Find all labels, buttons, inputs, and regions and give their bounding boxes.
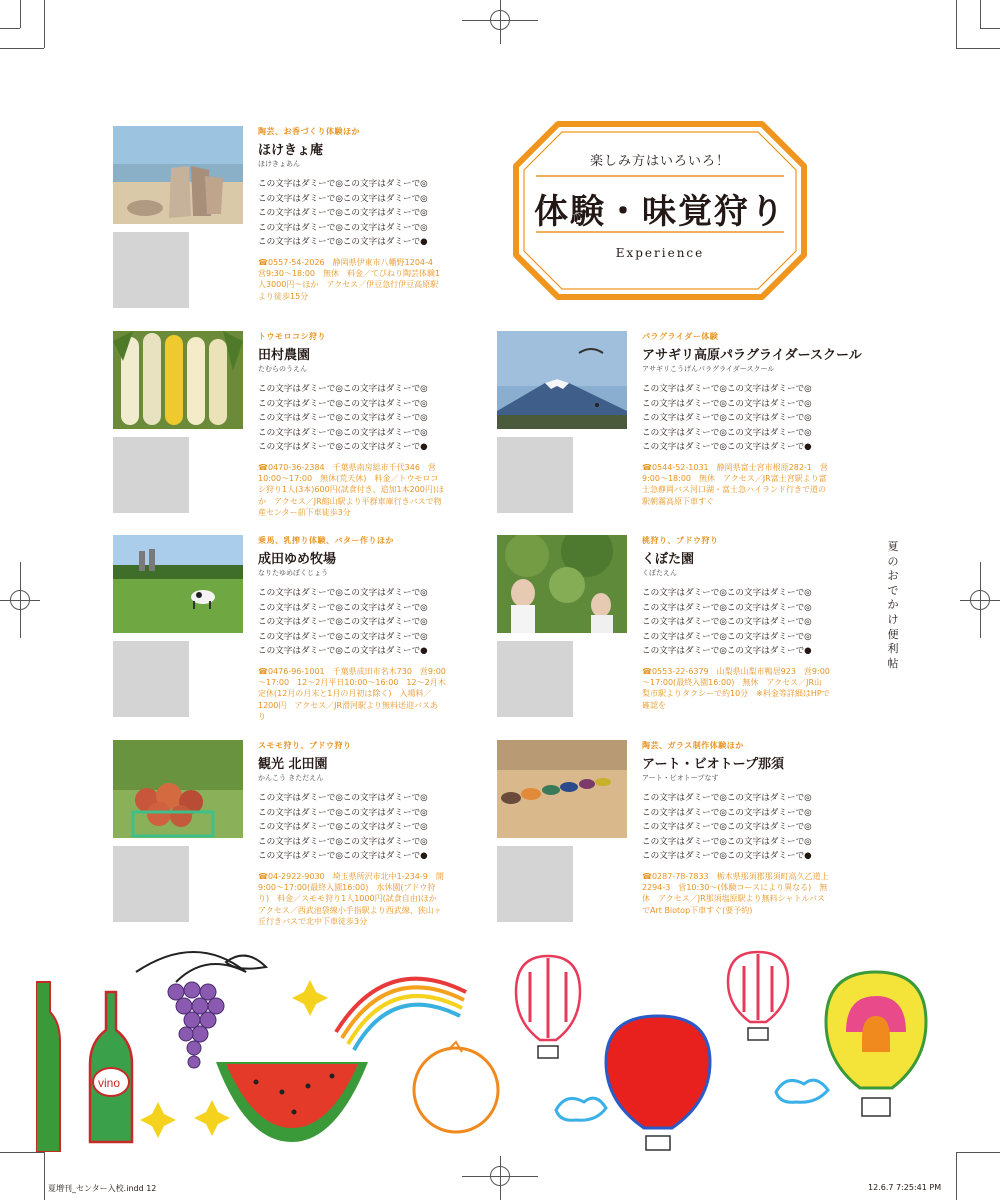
photo-farm (113, 535, 243, 633)
image-placeholder (113, 846, 189, 922)
photo-pottery (113, 126, 243, 224)
entry-name: くぼた園 (642, 552, 695, 567)
rainbow-icon (336, 979, 466, 1050)
body-line: この文字はダミーで◎この文字はダミーで◎ (642, 427, 812, 438)
body-line: この文字はダミーで◎この文字はダミーで● (258, 442, 428, 453)
footer-filename: 夏増刊_センター入校.indd 12 (48, 1184, 157, 1193)
entry-kana: アサギリこうげんパラグライダースクール (642, 365, 775, 373)
body-line: この文字はダミーで◎この文字はダミーで◎ (642, 807, 812, 818)
body-line: この文字はダミーで◎この文字はダミーで◎ (258, 602, 428, 613)
entry-kitada-en (113, 740, 453, 930)
photo-corn (113, 331, 243, 429)
body-line: この文字はダミーで◎この文字はダミーで● (642, 851, 812, 862)
body-line: この文字はダミーで◎この文字はダミーで◎ (642, 836, 812, 847)
svg-text:vino: vino (98, 1076, 121, 1090)
grapes-icon (136, 952, 266, 1068)
badge-subtitle: Experience (615, 246, 705, 260)
entry-kana: なりたゆめぼくじょう (258, 569, 328, 577)
body-line: この文字はダミーで◎この文字はダミーで◎ (258, 384, 428, 394)
entry-category: トウモロコシ狩り (258, 332, 326, 341)
entry-narita-yume-farm (113, 535, 453, 725)
image-placeholder (113, 437, 189, 513)
body-line: この文字はダミーで◎この文字はダミーで◎ (258, 617, 428, 628)
entry-art-biotop-nasu (497, 740, 837, 930)
badge-tagline: 楽しみ方はいろいろ！ (589, 154, 730, 169)
body-line: この文字はダミーで◎この文字はダミーで◎ (258, 588, 428, 598)
orange-icon (414, 1042, 498, 1132)
entry-info: ☎0557-54-2026 静岡県伊東市八幡野1204-4 営9:30～18:00 無休 料金／てびねり陶芸体験1人3000円～ほか アクセス／伊豆急行伊豆高原駅より徒歩15分 (258, 257, 441, 301)
body-line: この文字はダミーで◎この文字はダミーで● (642, 646, 812, 657)
entry-name: ほけきょ庵 (258, 143, 324, 158)
hot-air-balloon-icon (728, 952, 788, 1040)
body-line: この文字はダミーで◎この文字はダミーで● (258, 646, 428, 657)
entry-name: アサギリ高原パラグライダースクール (642, 348, 862, 363)
body-line: この文字はダミーで◎この文字はダミーで◎ (258, 413, 428, 424)
image-placeholder (497, 846, 573, 922)
body-line: この文字はダミーで◎この文字はダミーで◎ (258, 427, 428, 438)
entry-info: ☎0544-52-1031 静岡県富士宮市根原282-1 営9:00～18:00 無休 アクセス／JR富士宮駅より富士急静岡バス河口湖・富士急ハイランド行きで道の駅朝霧高原下車すぐ (642, 462, 828, 506)
entry-asagiri-paraglider (497, 331, 862, 521)
entry-hokekyoan (113, 126, 453, 316)
entry-info: ☎04-2922-9030 埼玉県所沢市北中1-234-9 開9:00～17:00(最終入園16:00) 水休園(ブドウ狩り) 料金／スモモ狩り1人1000円(試食自由)ほか アクセス／西武池袋線小手指駅より西武線、狭山ヶ丘行きバスで北中下車徒歩3分 (258, 871, 445, 926)
entry-name: アート・ビオトープ那須 (642, 757, 784, 772)
body-line: この文字はダミーで◎この文字はダミーで● (258, 851, 428, 862)
footer-timestamp: 12.6.7 7:25:41 PM (868, 1183, 942, 1192)
entry-category: パラグライダー体験 (642, 332, 719, 341)
wine-bottle-icon (36, 982, 132, 1152)
side-running-title: 夏のおでかけ便利帖 (887, 540, 899, 670)
body-line: この文字はダミーで◎この文字はダミーで◎ (258, 398, 428, 409)
body-line: この文字はダミーで◎この文字はダミーで● (258, 237, 428, 248)
entry-category: 桃狩り、ブドウ狩り (642, 536, 719, 545)
entry-category: 乗馬、乳搾り体験、バター作りほか (258, 536, 394, 545)
body-line: この文字はダミーで◎この文字はダミーで◎ (642, 602, 812, 613)
body-line: この文字はダミーで◎この文字はダミーで◎ (642, 413, 812, 424)
image-placeholder (497, 641, 573, 717)
entry-category: スモモ狩り、ブドウ狩り (258, 741, 352, 750)
entry-kubota-en (497, 535, 837, 725)
hot-air-balloon-icon (826, 972, 926, 1116)
image-placeholder (497, 437, 573, 513)
body-line: この文字はダミーで◎この文字はダミーで◎ (642, 822, 812, 833)
body-line: この文字はダミーで◎この文字はダミーで◎ (258, 179, 428, 189)
photo-fuji (497, 331, 627, 429)
body-line: この文字はダミーで◎この文字はダミーで◎ (642, 617, 812, 628)
entry-info: ☎0476-96-1001 千葉県成田市名木730 営9:00～17:00 12～2月平日10:00～16:00 12～2月木定休(12月の月末と1月の月初は除く) 入場料／1200円 アクセス／JR滑河駅より無料送迎バスあり (258, 666, 446, 721)
entry-tamura-farm (113, 331, 453, 521)
entry-kana: アート・ビオトープなす (642, 774, 719, 782)
watermelon-icon (216, 1062, 368, 1142)
hot-air-balloon-icon (606, 1016, 710, 1150)
entry-kana: ほけきょあん (258, 160, 300, 168)
body-line: この文字はダミーで◎この文字はダミーで◎ (642, 793, 812, 803)
photo-apples (113, 740, 243, 838)
body-line: この文字はダミーで◎この文字はダミーで● (642, 442, 812, 453)
body-line: この文字はダミーで◎この文字はダミーで◎ (642, 631, 812, 642)
entry-info: ☎0287-78-7833 栃木県那須郡那須町高久乙道上 2294-3 営10:30～(体験コースにより異なる) 無休 アクセス／JR那須塩原駅より無料シャトルバスでArt Biotop下車すぐ(要予約) (642, 871, 829, 915)
entry-kana: たむらのうえん (258, 365, 307, 373)
entry-kana: くぼたえん (642, 569, 677, 577)
body-line: この文字はダミーで◎この文字はダミーで◎ (258, 222, 428, 233)
body-line: この文字はダミーで◎この文字はダミーで◎ (642, 588, 812, 598)
page-title: 体験・味覚狩り (534, 192, 786, 232)
entry-info: ☎0553-22-6379 山梨県山梨市鴨居923 営9:00～17:00(最終入園16:00) 無休 アクセス／JR山梨市駅よりタクシーで約10分 ※料金等詳細はHPで確認を (642, 666, 830, 710)
image-placeholder (113, 641, 189, 717)
photo-glass (497, 740, 627, 838)
body-line: この文字はダミーで◎この文字はダミーで◎ (258, 793, 428, 803)
entry-kana: かんこう きただえん (258, 774, 324, 782)
body-line: この文字はダミーで◎この文字はダミーで◎ (258, 193, 428, 204)
entry-name: 成田ゆめ牧場 (258, 552, 337, 567)
entry-name: 観光 北田園 (258, 757, 328, 772)
photo-peach (497, 535, 627, 633)
body-line: この文字はダミーで◎この文字はダミーで◎ (258, 208, 428, 219)
body-line: この文字はダミーで◎この文字はダミーで◎ (258, 836, 428, 847)
title-badge (512, 118, 808, 303)
body-line: この文字はダミーで◎この文字はダミーで◎ (258, 631, 428, 642)
hot-air-balloon-icon (516, 956, 580, 1058)
entry-info: ☎0470-36-2384 千葉県南房総市千代346 営10:00～17:00 無休(荒天休) 料金／トウモロコシ狩り1人(3本)600円(試食付き、追加1本200円)ほか アクセス／JR館山駅より平群車庫行きバスで物産センター前下車徒歩3分 (258, 462, 444, 517)
summer-illustration (36, 942, 966, 1152)
body-line: この文字はダミーで◎この文字はダミーで◎ (258, 822, 428, 833)
body-line: この文字はダミーで◎この文字はダミーで◎ (642, 398, 812, 409)
entry-category: 陶芸、お香づくり体験ほか (258, 127, 360, 136)
entry-name: 田村農園 (258, 348, 311, 363)
body-line: この文字はダミーで◎この文字はダミーで◎ (258, 807, 428, 818)
body-line: この文字はダミーで◎この文字はダミーで◎ (642, 384, 812, 394)
entry-category: 陶芸、ガラス制作体験ほか (642, 741, 744, 750)
image-placeholder (113, 232, 189, 308)
